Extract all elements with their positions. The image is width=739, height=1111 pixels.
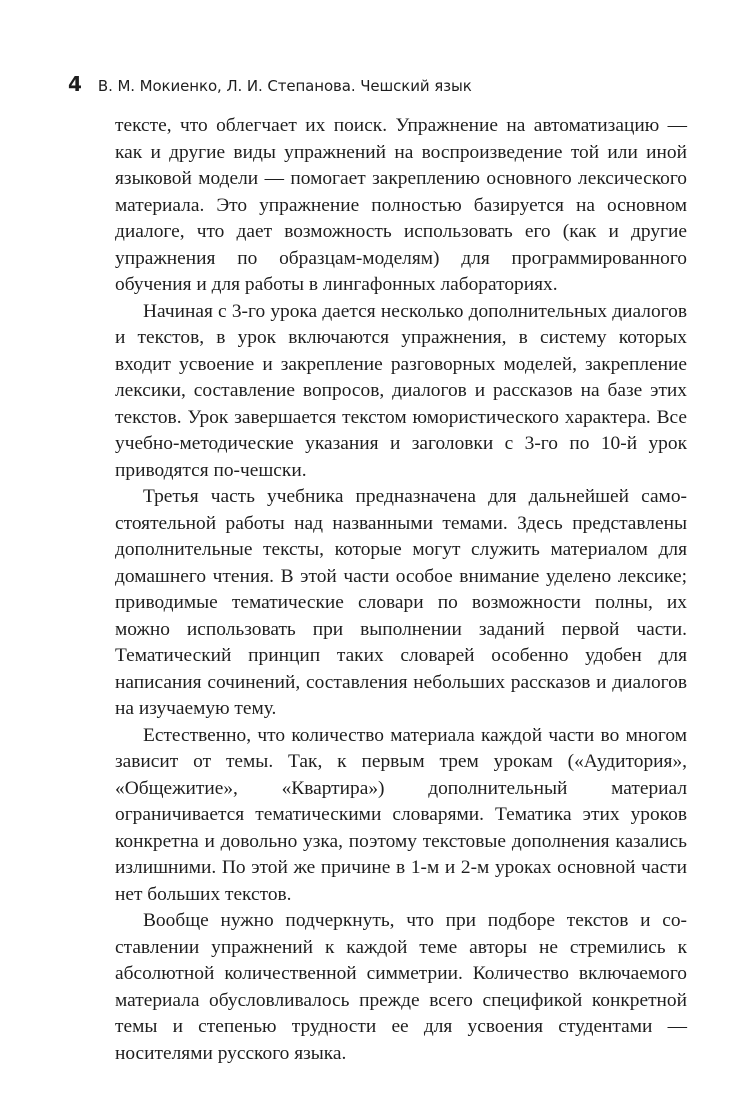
page-header bbox=[68, 72, 472, 96]
paragraph: Вообще нужно подчеркнуть, что при подборе текстов и составлении упражнений к каждой теме авторы не стремились к абсолютной количественной симметрии. Количество включаемого материала обусловливалось прежде всего спецификой конкретной темы и степенью трудности ее для усвоения студентами — носителями русского языка. bbox=[115, 910, 687, 1064]
running-head: В. М. Мокиенко, Л. И. Степанова. Чешский язык bbox=[97, 77, 472, 95]
paragraph-continuation: тексте, что облегчает их поиск. Упражнение на автоматизацию — как и другие виды упражнений на воспроизведение той или иной языковой модели — помогает закреплению основного лексического материала. Это упражнение полностью базируется на основном диалоге, что дает возможность использовать его (как и другие упражнения по образцам-моделям) для программированного обучения и для работы в лингафонных лабораториях. bbox=[115, 115, 687, 295]
body-text bbox=[115, 113, 687, 1067]
paragraph: Естественно, что количество материала каждой части во многом зависит от темы. Так, к первым трем урокам («Аудитория», «Общежитие», «Квартира») дополнительный материал ограничивается тематическими словарями. Тематика этих уроков конкретна и довольно узка, поэтому текстовые дополнения казались излишними. По этой же причине в 1-м и 2-м уроках основной части нет больших текстов. bbox=[115, 724, 687, 905]
paragraph: Третья часть учебника предназначена для дальнейшей самостоятельной работы над названными темами. Здесь представлены дополнительные тексты, которые могут служить материалом для домашнего чтения. В этой части особое внимание уделено лексике; приводимые тематические словари по возможности полны, их можно использовать при выполнении заданий первой части. Тематический принцип таких словарей особенно удобен для написания сочинений, составления небольших рассказов и диалогов на изучаемую тему. bbox=[115, 486, 687, 719]
paragraph: Начиная с 3-го урока дается несколько дополнительных диалогов и текстов, в урок включаются упражнения, в систему которых входит усвоение и закрепление разговорных моделей, закрепление лексики, составление вопросов, диалогов и рассказов на базе этих текстов. Урок завершается текстом юмористического характера. Все учебно-методические указания и заголовки с 3-го по 10-й урок приводятся по-чешски. bbox=[115, 300, 687, 481]
page-number: 4 bbox=[68, 72, 82, 96]
